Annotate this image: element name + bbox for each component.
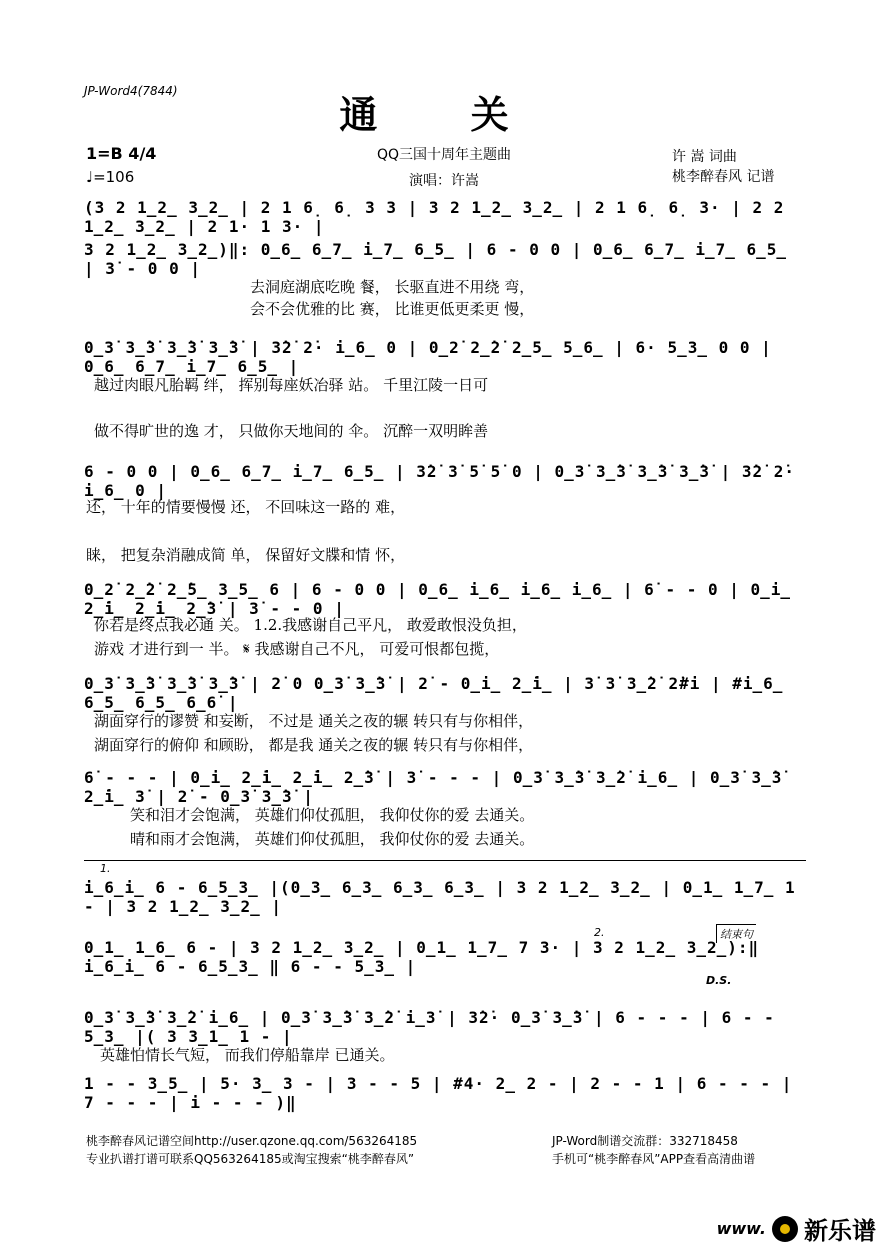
lyric-line: 湖面穿行的谬赞 和妄断， 不过是 通关之夜的辗 转只有与你相伴，	[94, 712, 534, 730]
footer-qzone-link: 桃李醉春风记谱空间http://user.qzone.qq.com/563264185	[86, 1134, 418, 1148]
song-subtitle: QQ三国十周年主题曲	[376, 147, 512, 163]
site-logo	[717, 1211, 876, 1246]
lyric-line: 英雄怕情长气短， 而我们停船靠岸 已通关。	[100, 1046, 395, 1064]
score-row-11	[84, 1074, 806, 1112]
volta-2-label: 2.	[594, 926, 605, 939]
score-row-9	[84, 938, 806, 976]
score-row-4	[84, 462, 806, 500]
score-notes: 3 2 1̲2̲ 3̲2̲)‖: 0̲6̲ 6̲7̲ i̲7̲ 6̲5̲ | 6 - 0 0 | 0̲6̲ 6̲7̲ i̲7̲ 6̲5̲ | 3̇ - 0 0 |	[84, 240, 788, 278]
lyric-line: 你若是终点我必通 关。 1.2.我感谢自己平凡， 敢爱敢恨没负担，	[94, 616, 527, 634]
lyric-line: 会不会优雅的比 赛， 比谁更低更柔更 慢，	[250, 300, 535, 318]
logo-brand: 新乐谱	[804, 1217, 876, 1245]
score-row-5	[84, 580, 806, 618]
lyric-line: 晴和雨才会饱满， 英雄们仰仗孤胆， 我仰仗你的爱 去通关。	[130, 830, 535, 848]
score-row-1	[84, 198, 806, 236]
ds-marking: D.S.	[706, 974, 732, 987]
score-row-3	[84, 338, 806, 376]
key-signature: 1=B 4/4	[86, 144, 157, 163]
volta-1-label: 1.	[100, 862, 111, 875]
score-notes: 6̇ - - - | 0̲i̲ 2̲̇i̲ 2̲̇i̲ 2̲̇3̇ | 3̇ - - - | 0̲3̇ 3̲̇3̇ 3̲̇2̇ i̲6̲ | 0̲3̇ 3̲̇3̇ 2̲̇i̲ 3̇ | 2̇ - 0̲3̇ 3̲̇3̇ |	[84, 768, 783, 806]
footer-app: 手机可“桃李醉春风”APP查看高清曲谱	[552, 1152, 756, 1166]
score-row-8	[84, 878, 806, 916]
volta-bracket-line	[84, 860, 806, 861]
score-row-10	[84, 1008, 806, 1046]
logo-url: www.	[716, 1219, 766, 1238]
transcriber-credit: 桃李醉春风 记谱	[672, 169, 775, 185]
lyric-line: 睐， 把复杂消融成简 单， 保留好文牒和情 怀，	[86, 546, 406, 564]
record-disc-icon	[772, 1216, 798, 1242]
lyricist-composer-credit: 许 嵩 词曲	[672, 149, 737, 165]
score-row-7	[84, 768, 806, 806]
score-notes: 1 - - 3̲5̲ | 5· 3̲ 3 - | 3 - - 5 | #4· 2̲ 2 - | 2 - - 1 | 6 - - - | 7 - - - | i - - - )‖	[84, 1074, 793, 1112]
score-notes: 6 - 0 0 | 0̲6̲ 6̲7̲ i̲7̲ 6̲5̲ | 3̇2̇ 3̇ 5̇ 5̇ 0 | 0̲3̇ 3̲̇3̇ 3̲̇3̇ 3̲̇3̇ | 3̇2̇ 2̇· i̲6̲ 0 |	[84, 462, 796, 500]
score-notes: 0̲3̇ 3̲̇3̇ 3̲̇2̇ i̲6̲ | 0̲3̇ 3̲̇3̇ 3̲̇2̇ i̲3̇ | 3̇2̇· 0̲3̇ 3̲̇3̇ | 6 - - - | 6 - - 5̲3̲ |( 3 3̲1̲ 1 - |	[84, 1008, 775, 1046]
software-label: JP-Word4(7844)	[84, 84, 178, 98]
lyric-line: 还， 十年的情要慢慢 还， 不回味这一路的 难，	[86, 498, 406, 516]
singer-credit: 演唱：许嵩	[409, 173, 479, 189]
lyric-line: 越过肉眼凡胎羁 绊， 挥别每座妖冶驿 站。 千里江陵一日可	[94, 376, 489, 394]
score-notes: 0̲1̲ 1̲6̲ 6 - | 3 2 1̲2̲ 3̲2̲ | 0̲1̲ 1̲7̲ 7 3· | 3 2 1̲2̲ 3̲2̲):‖ i̲6̲i̲ 6 - 6̲5̲3̲ ‖ 6 - - 5̲3̲ |	[84, 938, 760, 976]
tempo-marking: ♩=106	[86, 168, 135, 186]
lyric-line: 湖面穿行的俯仰 和顾盼， 都是我 通关之夜的辗 转只有与你相伴，	[94, 736, 534, 754]
score-notes: 0̲3̇ 3̲̇3̇ 3̲̇3̇ 3̲̇3̇ | 2̇ 0 0̲3̇ 3̲̇3̇ | 2̇ - 0̲i̲ 2̲̇i̲ | 3̇ 3̇ 3̲̇2̇ 2̇#i | #i̲6̲ 6̲5̲ 6̲5̲ 6̲6̇ |	[84, 674, 784, 712]
score-notes: 0̲3̇ 3̲̇3̇ 3̲̇3̇ 3̲̇3̇ | 3̇2̇ 2̇· i̲6̲ 0 | 0̲2̇ 2̲̇2̇ 2̲5̲ 5̲6̲ | 6· 5̲3̲ 0 0 | 0̲6̲ 6̲7̲ i̲7̲ 6̲5̲ |	[84, 338, 772, 376]
ending-label: 结束句	[716, 924, 756, 943]
score-row-2	[84, 240, 806, 278]
footer-contact: 专业扒谱打谱可联系QQ563264185或淘宝搜索“桃李醉春风”	[86, 1152, 415, 1166]
footer-group: JP-Word制谱交流群：332718458	[552, 1134, 738, 1148]
lyric-line: 笑和泪才会饱满， 英雄们仰仗孤胆， 我仰仗你的爱 去通关。	[130, 806, 535, 824]
song-title: 通 关	[339, 92, 549, 137]
lyric-line: 做不得旷世的逸 才， 只做你天地间的 伞。 沉醉一双明眸善	[94, 422, 489, 440]
score-notes: (3 2 1̲2̲ 3̲2̲ | 2 1 6̣ 6̣ 3 3 | 3 2 1̲2̲ 3̲2̲ | 2 1 6̣ 6̣ 3· | 2 2 1̲2̲ 3̲2̲ | 2 1· 1 3· |	[84, 198, 785, 236]
score-row-6	[84, 674, 806, 712]
lyric-line: 游戏 才进行到一 半。 𝄋 我感谢自己不凡， 可爱可恨都包揽，	[94, 640, 500, 658]
score-notes: i̲6̲i̲ 6 - 6̲5̲3̲ |(0̲3̲ 6̲3̲ 6̲3̲ 6̲3̲ | 3 2 1̲2̲ 3̲2̲ | 0̲1̲ 1̲7̲ 1 - | 3 2 1̲2̲ 3̲2̲ |	[84, 878, 796, 916]
score-notes: 0̲2̇ 2̲̇2̇ 2̲̇5̲ 3̲5̲ 6 | 6 - 0 0 | 0̲6̲ i̲6̲ i̲6̲ i̲6̲ | 6̇ - - 0 | 0̲i̲ 2̲̇i̲ 2̲̇i̲ 2̲̇3̇ | 3̇ - - 0 |	[84, 580, 792, 618]
lyric-line: 去洞庭湖底吃晚 餐， 长驱直进不用绕 弯，	[250, 278, 535, 296]
